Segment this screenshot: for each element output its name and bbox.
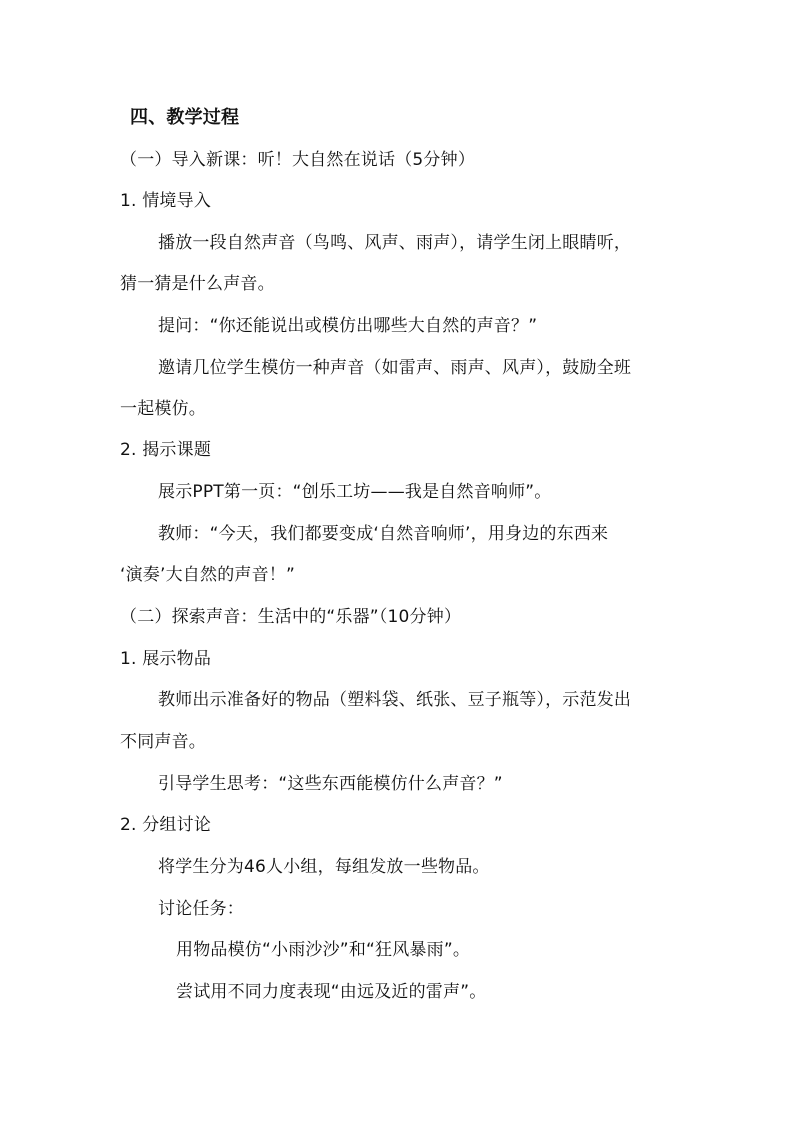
list-item: 用物品模仿“小雨沙沙”和“狂风暴雨”。 [176,940,471,960]
paragraph: 讨论任务： [158,899,244,919]
paragraph: ‘演奏’大自然的声音！” [120,565,296,585]
paragraph: 将学生分为46人小组，每组发放一些物品。 [158,857,490,877]
part2-step2-title: 2. 分组讨论 [120,815,212,835]
part1-step1-title: 1. 情境导入 [120,191,212,211]
part1-heading: （一）导入新课：听！大自然在说话（5分钟） [120,150,476,170]
paragraph: 引导学生思考：“这些东西能模仿什么声音？” [158,774,503,794]
paragraph: 邀请几位学生模仿一种声音（如雷声、雨声、风声），鼓励全班 [158,358,632,378]
paragraph: 猜一猜是什么声音。 [120,274,275,294]
list-item: 尝试用不同力度表现“由远及近的雷声”。 [176,982,487,1002]
paragraph: 提问：“你还能说出或模仿出哪些大自然的声音？” [158,316,538,336]
paragraph: 不同声音。 [120,732,206,752]
section-title: 四、教学过程 [130,107,240,128]
paragraph: 展示PPT第一页：“创乐工坊——我是自然音响师”。 [158,482,552,502]
paragraph: 播放一段自然声音（鸟鸣、风声、雨声），请学生闭上眼睛听， [158,233,632,253]
paragraph: 教师出示准备好的物品（塑料袋、纸张、豆子瓶等），示范发出 [158,690,632,710]
paragraph: 一起模仿。 [120,399,206,419]
paragraph: 教师：“今天，我们都要变成‘自然音响师’，用身边的东西来 [158,524,609,544]
part2-step1-title: 1. 展示物品 [120,649,212,669]
part2-heading: （二）探索声音：生活中的“乐器”（10分钟） [120,607,462,627]
part1-step2-title: 2. 揭示课题 [120,440,212,460]
